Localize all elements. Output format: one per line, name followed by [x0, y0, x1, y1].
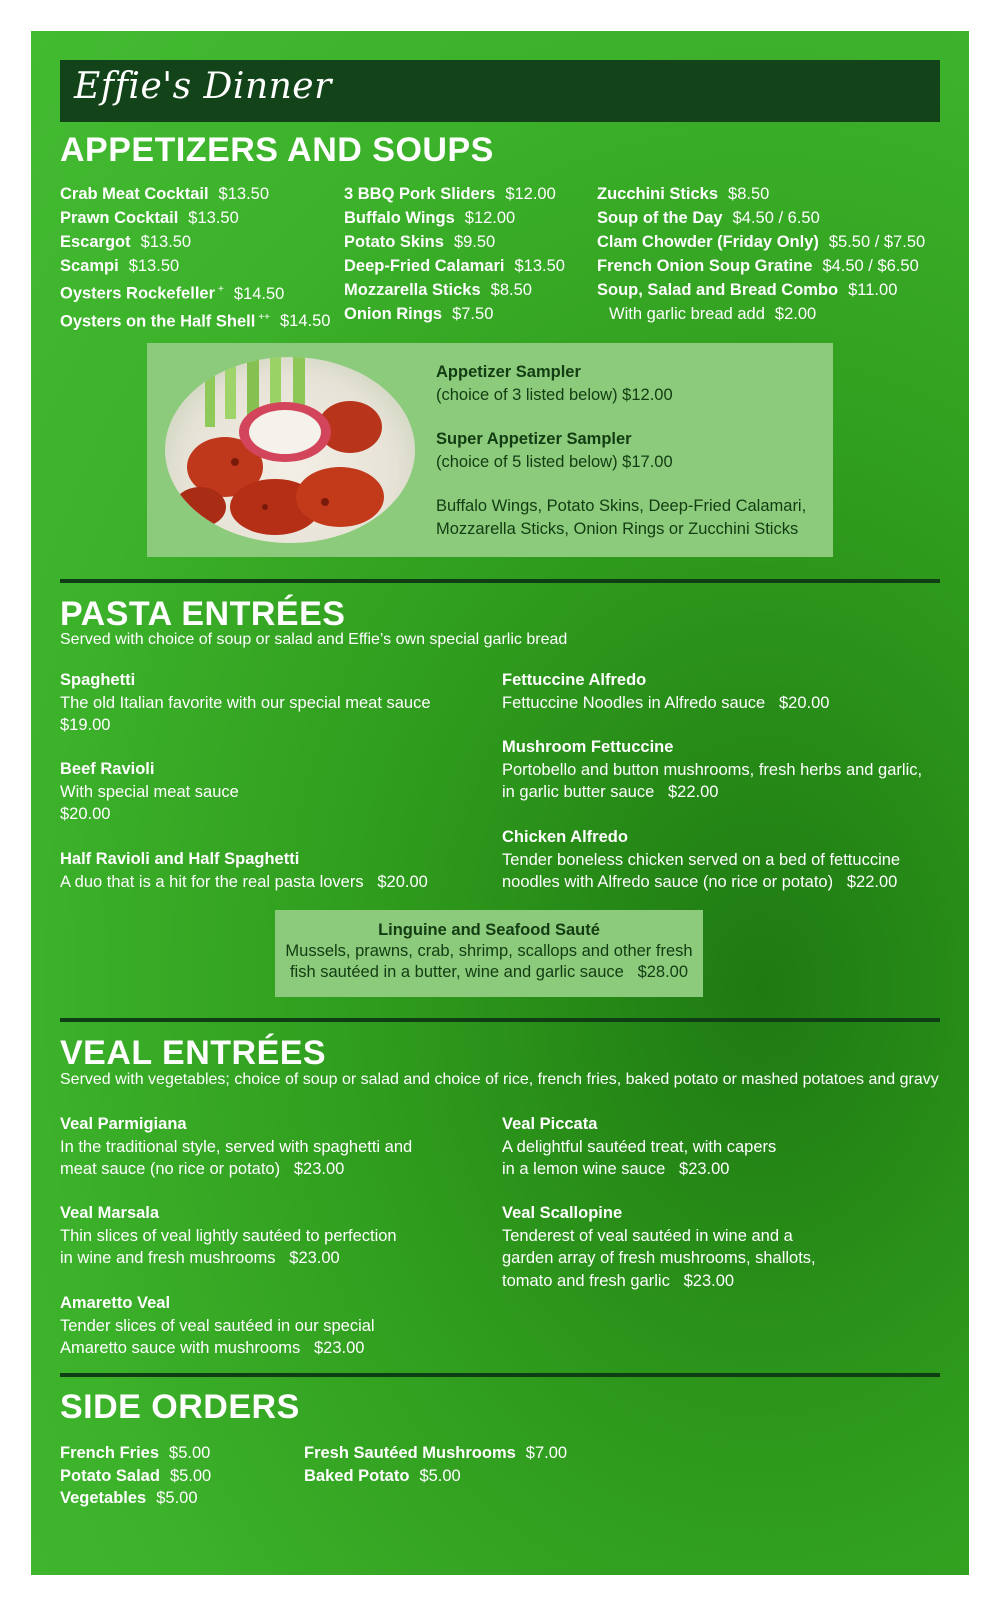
item-desc: in garlic butter sauce $22.00 [502, 783, 719, 801]
menu-panel [31, 31, 969, 1575]
item-name: Onion Rings [344, 305, 443, 323]
item-desc: Mussels, prawns, crab, shrimp, scallops and other fresh [285, 942, 693, 960]
menu-item [597, 278, 925, 302]
item-price: $8.50 [728, 185, 770, 203]
item-price: $14.50 [233, 284, 285, 303]
item-price: $8.50 [490, 281, 532, 299]
menu-item [344, 278, 565, 302]
item-name: Veal Parmigiana [60, 1115, 187, 1133]
item-price: $13.50 [218, 185, 270, 203]
item-name: Spaghetti [60, 671, 136, 689]
header-bar [60, 60, 940, 122]
item-name: Buffalo Wings [344, 209, 455, 227]
item-price: $11.00 [848, 281, 898, 299]
item-name: Clam Chowder (Friday Only) [597, 233, 819, 251]
item-price: $5.50 / $7.50 [828, 233, 926, 251]
item-desc: garden array of fresh mushrooms, shallots, [502, 1249, 816, 1267]
item-name: Potato Skins [344, 233, 444, 251]
item-name: Crab Meat Cocktail [60, 185, 209, 203]
buffalo-wings-photo [165, 357, 415, 543]
super-sampler-title: Super Appetizer Sampler [436, 430, 632, 448]
item-desc: Tender boneless chicken served on a bed of fettuccine [502, 850, 901, 869]
veal-item [60, 1113, 412, 1181]
veal-item [502, 1113, 776, 1181]
veal-item [60, 1292, 375, 1360]
menu-item [304, 1442, 567, 1465]
item-name: Vegetables [60, 1489, 147, 1507]
item-name: Chicken Alfredo [502, 828, 628, 846]
item-name: French Fries [60, 1444, 160, 1462]
item-name: French Onion Soup Gratine [597, 257, 813, 275]
item-price: $20.00 [60, 805, 111, 823]
footnote-mark: + [218, 284, 224, 295]
menu-item [60, 1487, 211, 1510]
item-name: Fettuccine Alfredo [502, 671, 647, 689]
pasta-title: PASTA ENTRÉES [60, 595, 346, 633]
item-name: Amaretto Veal [60, 1294, 171, 1312]
menu-item [60, 206, 330, 230]
item-price: $7.50 [452, 305, 494, 323]
pasta-item [60, 669, 431, 737]
seafood-text [275, 920, 703, 983]
item-name: 3 BBQ Pork Sliders [344, 185, 496, 203]
section-divider [60, 579, 940, 583]
veal-item [60, 1202, 397, 1270]
veal-item [502, 1202, 816, 1292]
item-name: Scampi [60, 257, 119, 275]
item-name: Mozzarella Sticks [344, 281, 481, 299]
pasta-item [502, 736, 922, 804]
item-desc: noodles with Alfredo sauce (no rice or potato) $22.00 [502, 873, 898, 891]
item-price: $4.50 / $6.50 [822, 257, 919, 275]
appetizers-col-1 [60, 182, 330, 333]
item-name: Fresh Sautéed Mushrooms [304, 1444, 516, 1462]
appetizers-col-3 [597, 182, 925, 326]
item-desc: With special meat sauce [60, 782, 239, 801]
item-desc: Amaretto sauce with mushrooms $23.00 [60, 1339, 365, 1357]
item-name: Deep-Fried Calamari [344, 257, 505, 275]
menu-item [597, 206, 925, 230]
item-name: Potato Salad [60, 1466, 160, 1485]
item-price: $13.50 [188, 209, 239, 227]
menu-item [344, 182, 565, 206]
menu-item [344, 206, 565, 230]
sides-title: SIDE ORDERS [60, 1388, 300, 1426]
note-price: $2.00 [774, 305, 817, 323]
item-price: $12.00 [505, 185, 556, 203]
seafood-feature-box [275, 910, 703, 997]
item-name: Veal Scallopine [502, 1204, 623, 1222]
item-desc: Fettuccine Noodles in Alfredo sauce $20.00 [502, 693, 830, 712]
item-name: Zucchini Sticks [597, 185, 719, 203]
sides-col-2 [304, 1442, 567, 1487]
appetizers-title: APPETIZERS AND SOUPS [60, 131, 494, 169]
sides-col-1 [60, 1442, 211, 1510]
item-price: $5.00 [419, 1466, 461, 1485]
pasta-item [502, 826, 900, 894]
item-name: Soup of the Day [597, 209, 723, 227]
menu-item [597, 254, 925, 278]
restaurant-name: Effie's Dinner [74, 66, 332, 107]
super-sampler-desc: (choice of 5 listed below) $17.00 [436, 452, 673, 471]
item-name: Oysters Rockefeller [60, 284, 216, 303]
menu-item [304, 1465, 567, 1488]
menu-item [597, 182, 925, 206]
item-desc: meat sauce (no rice or potato) $23.00 [60, 1160, 345, 1178]
menu-item [60, 278, 330, 306]
item-name: Escargot [60, 233, 131, 251]
sampler-title: Appetizer Sampler [436, 363, 581, 381]
sampler-choices-line-2: Mozzarella Sticks, Onion Rings or Zucchini Sticks [436, 519, 799, 538]
pasta-item [502, 669, 829, 714]
item-price: $4.50 / 6.50 [732, 209, 820, 227]
item-desc: Portobello and button mushrooms, fresh herbs and garlic, [502, 760, 923, 779]
footnote-mark: ++ [258, 311, 270, 323]
item-price: $13.50 [128, 257, 180, 275]
item-name: Veal Piccata [502, 1115, 598, 1133]
item-price: $13.50 [514, 257, 565, 275]
menu-item [60, 1442, 211, 1465]
menu-item [60, 230, 330, 254]
item-name: Mushroom Fettuccine [502, 738, 674, 756]
section-divider [60, 1373, 940, 1377]
menu-item [344, 254, 565, 278]
menu-item [60, 306, 330, 334]
menu-item [60, 254, 330, 278]
item-desc: The old Italian favorite with our special meat sauce [60, 693, 431, 712]
item-desc: In the traditional style, served with spaghetti and [60, 1137, 413, 1156]
veal-title: VEAL ENTRÉES [60, 1034, 327, 1072]
pasta-subtitle: Served with choice of soup or salad and Effie’s own special garlic bread [60, 631, 568, 648]
item-desc: fish sautéed in a butter, wine and garlic sauce $28.00 [289, 963, 689, 981]
item-desc: Tender slices of veal sautéed in our special [60, 1316, 375, 1335]
menu-item [344, 230, 565, 254]
item-desc: tomato and fresh garlic $23.00 [502, 1271, 735, 1290]
sampler-box [147, 343, 833, 557]
menu-item [60, 1465, 211, 1488]
appetizers-col-2 [344, 182, 565, 326]
item-price: $19.00 [60, 716, 111, 734]
item-name: Half Ravioli and Half Spaghetti [60, 850, 300, 868]
item-name: Beef Ravioli [60, 760, 155, 778]
item-desc: in wine and fresh mushrooms $23.00 [60, 1249, 340, 1267]
item-desc: Tenderest of veal sautéed in wine and a [502, 1226, 793, 1245]
item-desc: Thin slices of veal lightly sautéed to perfection [60, 1226, 397, 1245]
item-price: $12.00 [464, 209, 516, 227]
note-text: With garlic bread add [609, 305, 765, 323]
item-name: Baked Potato [304, 1466, 410, 1485]
item-desc: A duo that is a hit for the real pasta lovers $20.00 [60, 872, 428, 891]
item-desc: A delightful sautéed treat, with capers [502, 1137, 777, 1156]
item-price: $7.00 [525, 1444, 568, 1462]
item-price: $5.00 [169, 1466, 212, 1485]
menu-item [60, 182, 330, 206]
item-name: Veal Marsala [60, 1204, 160, 1222]
sampler-text [436, 361, 806, 540]
veal-subtitle: Served with vegetables; choice of soup or salad and choice of rice, french fries, baked potato or mashed potatoes and gravy [60, 1071, 939, 1088]
item-price: $14.50 [280, 312, 331, 330]
pasta-item [60, 848, 428, 893]
item-name: Prawn Cocktail [60, 209, 179, 227]
sampler-choices-line-1: Buffalo Wings, Potato Skins, Deep-Fried Calamari, [436, 497, 807, 515]
item-name: Linguine and Seafood Sauté [378, 921, 600, 939]
menu-item [344, 302, 565, 326]
item-name: Oysters on the Half Shell [60, 312, 256, 330]
item-name: Soup, Salad and Bread Combo [597, 281, 839, 299]
item-price: $13.50 [140, 233, 192, 251]
item-price: $5.00 [156, 1489, 198, 1507]
item-desc: in a lemon wine sauce $23.00 [502, 1160, 730, 1178]
pasta-item [60, 758, 239, 826]
menu-item [597, 230, 925, 254]
item-price: $5.00 [169, 1444, 211, 1462]
section-divider [60, 1018, 940, 1022]
menu-item-note [597, 302, 925, 326]
sampler-desc: (choice of 3 listed below) $12.00 [436, 385, 673, 404]
item-price: $9.50 [453, 233, 496, 251]
